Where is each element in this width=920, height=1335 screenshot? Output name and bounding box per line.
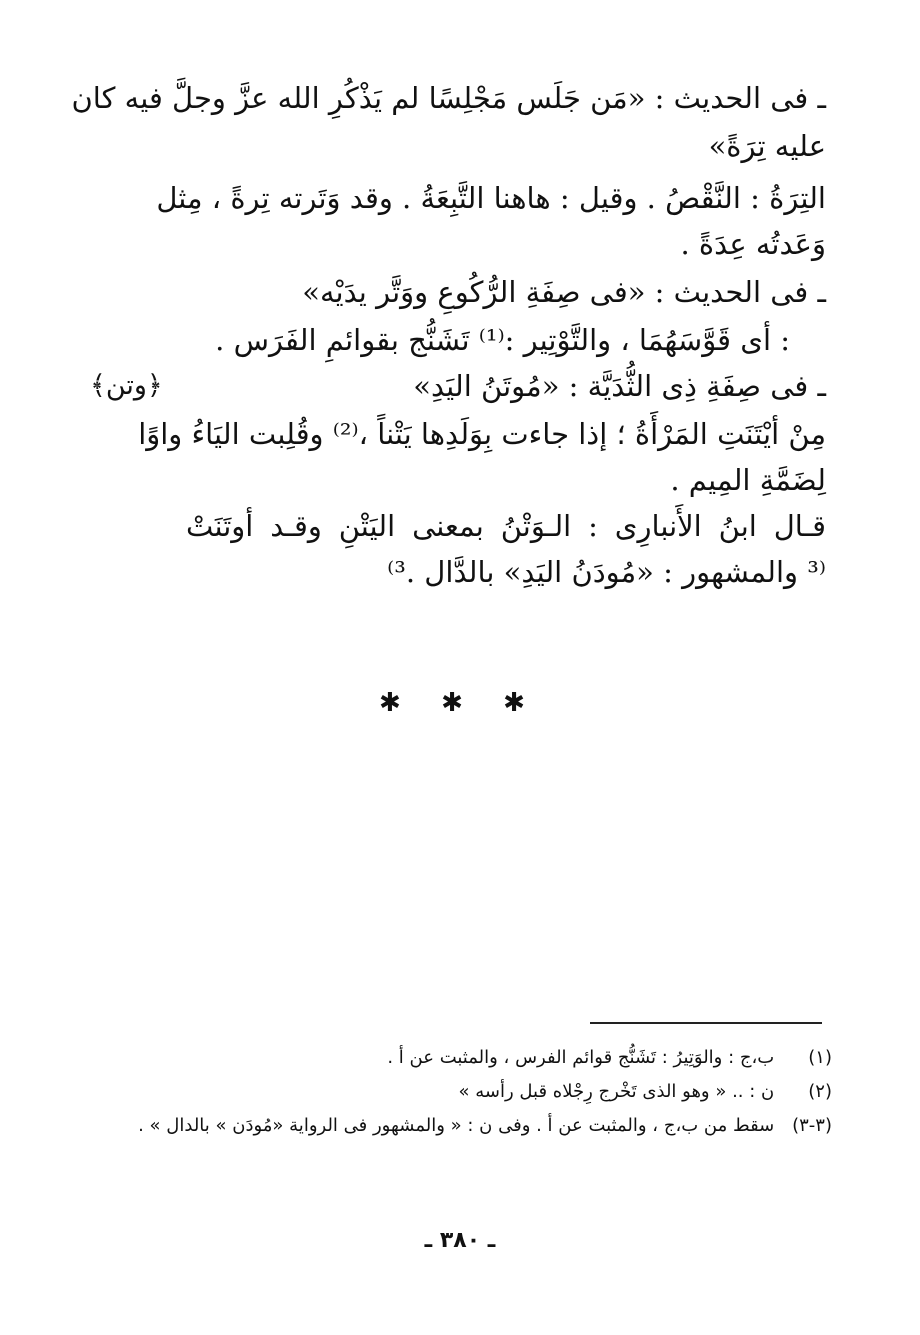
footnote-1 xyxy=(92,1044,832,1072)
text-line-11: ⁽³ والمشهور : «مُودَنُ اليَدِ» بالدَّال .³⁾ xyxy=(387,555,826,589)
text-line-9: لِضَمَّةِ المِيم . xyxy=(670,463,826,497)
margin-headword: ﴿وتن﴾ xyxy=(90,370,163,401)
text-line-3: التِرَةُ : النَّقْصُ . وقيل : هاهنا التَّبِعَةُ . وقد وَتَرته تِرةً ، مِثل xyxy=(156,181,826,215)
text-line-6: : أى قَوَّسَهُمَا ، والتَّوْتِير :⁽¹⁾ تَشَنُّج بقوائمِ الفَرَس . xyxy=(215,323,790,357)
footnote-2 xyxy=(92,1078,832,1106)
footnote-number: (١) xyxy=(808,1047,832,1068)
text-line-1: ـ فى الحديث : «مَن جَلَس مَجْلِسًا لم يَذْكُرِ الله عزَّ وجلَّ فيه كان xyxy=(71,81,826,115)
footnote-rule xyxy=(590,1022,822,1024)
footnote-number: (٢) xyxy=(808,1081,832,1102)
page-number: ـ ٣٨٠ ـ xyxy=(424,1228,496,1253)
text-line-8: مِنْ أيْتَنَتِ المَرْأَةُ ؛ إذا جاءت بِوَلَدِها يَتْناً ،⁽²⁾ وقُلِبت اليَاءُ واوًا xyxy=(138,417,826,451)
footnote-3 xyxy=(92,1112,832,1140)
footnote-text: سقط من ب،ج ، والمثبت عن أ . وفى ن : « والمشهور فى الرواية «مُودَن » بالدال » . xyxy=(138,1115,775,1136)
text-line-4: وَعَدتُه عِدَةً . xyxy=(680,227,826,261)
footnote-text: ن : .. « وهو الذى تَخْرج رِجْلاه قبل رأسه » xyxy=(458,1081,775,1102)
text-line-2: عليه تِرَةً» xyxy=(708,129,826,163)
text-line-10: قـال ابنُ الأَنبارِى : الـوَتْنُ بمعنى اليَتْنِ وقـد أوتَنَتْ xyxy=(186,509,826,543)
text-line-5: ـ فى الحديث : «فى صِفَةِ الرُّكُوعِ ووَتَّر يدَيْه» xyxy=(302,275,826,309)
footnote-number: (٣-٣) xyxy=(792,1115,832,1136)
footnote-text: ب،ج : والوَتِيرُ : تَشَنُّج قوائم الفرس ، والمثبت عن أ . xyxy=(387,1047,775,1068)
text-line-7: ـ فى صِفَةِ ذِى الثُّدَيَّة : «مُوتَنُ اليَدِ» xyxy=(413,369,826,403)
section-divider-asterisks: ✱ ✱ ✱ xyxy=(379,688,541,718)
